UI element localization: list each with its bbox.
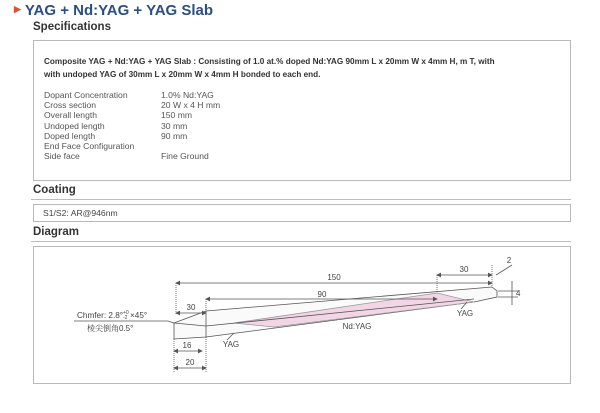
section-heading-coating: Coating <box>33 184 76 196</box>
dim-16: 16 <box>182 341 192 350</box>
dim-30-right: 30 <box>459 265 469 274</box>
chamfer-angle: ×45° <box>130 311 148 320</box>
spec-value: 150 mm <box>161 110 193 121</box>
spec-row <box>44 121 220 131</box>
spec-value: 90 mm <box>161 130 188 141</box>
coating-text: S1/S2: AR@946nm <box>43 208 118 218</box>
spec-value: Fine Ground <box>161 151 209 162</box>
spec-row <box>44 110 220 120</box>
label-yag-right: YAG <box>456 309 474 318</box>
label-ndyag: Nd:YAG <box>342 322 372 331</box>
dim-20: 20 <box>185 358 195 367</box>
page-title-text: YAG + Nd:YAG + YAG Slab <box>24 2 214 19</box>
chamfer-tol-plus: +0 <box>123 310 129 316</box>
slab-diagram <box>34 247 570 383</box>
spec-row <box>44 141 220 151</box>
label-yag-left: YAG <box>222 340 240 349</box>
spec-label: Overall length <box>44 110 98 121</box>
page-title <box>14 2 213 19</box>
spec-row <box>44 90 220 100</box>
section-heading-diagram: Diagram <box>33 226 80 238</box>
coating-box <box>33 204 571 222</box>
dim-90: 90 <box>317 290 327 299</box>
spec-label: Doped length <box>44 130 96 141</box>
spec-label: Side face <box>44 151 80 162</box>
spec-intro-line-1: Composite YAG + Nd:YAG + YAG Slab : Consisting of 1.0 at.% doped Nd:YAG 90mm L x 20mm W x 4mm H, m T, with <box>44 57 495 66</box>
section-heading-specifications: Specifications <box>33 21 111 33</box>
divider <box>31 241 571 242</box>
specifications-box <box>33 40 571 181</box>
chamfer-label: Chmfer: 2.8° <box>77 311 124 320</box>
spec-label: Dopant Concentration <box>44 90 128 100</box>
spec-label: End Face Configuration <box>44 140 135 151</box>
spec-row <box>44 131 220 141</box>
spec-value: 1.0% Nd:YAG <box>161 90 214 100</box>
dim-150: 150 <box>327 273 341 282</box>
spec-row <box>44 100 220 110</box>
chamfer-tol-minus: -2 <box>123 315 128 321</box>
spec-intro <box>44 55 559 81</box>
spec-value: 30 mm <box>161 120 188 131</box>
spec-label: Undoped length <box>44 120 105 131</box>
divider <box>31 199 571 200</box>
spec-label: Cross section <box>44 100 97 111</box>
edge-bevel-label: 棱尖倒角0.5° <box>87 324 134 333</box>
bullet-icon: ▶ <box>14 4 21 14</box>
dim-4: 4 <box>516 289 521 298</box>
spec-value: 20 W x 4 H mm <box>161 100 221 111</box>
spec-intro-line-2: with undoped YAG of 30mm L x 20mm W x 4mm H bonded to each end. <box>44 70 321 79</box>
spec-row <box>44 151 220 161</box>
diagram-box <box>33 246 571 384</box>
dim-2: 2 <box>506 256 512 265</box>
spec-table <box>44 90 220 161</box>
dim-30-left: 30 <box>186 303 196 312</box>
